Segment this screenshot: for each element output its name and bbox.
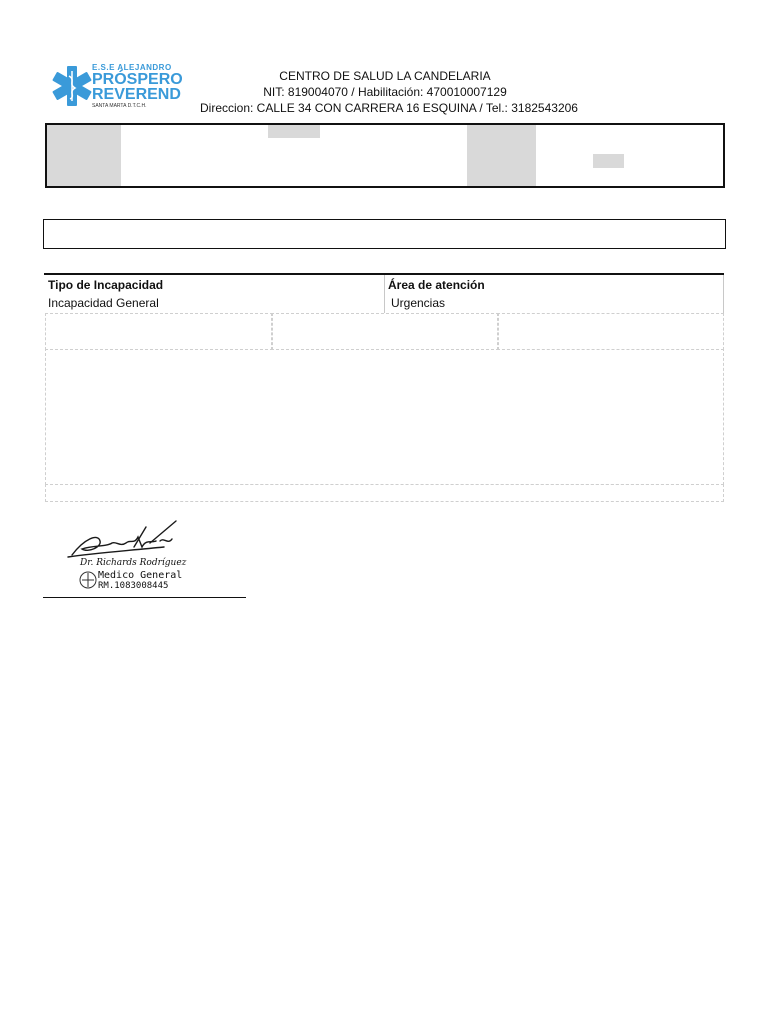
dashed-cell — [45, 313, 273, 350]
column-divider — [723, 275, 724, 313]
logo-line-3: REVEREND — [92, 86, 181, 103]
redacted-block — [593, 154, 624, 168]
incapacity-header-row — [44, 273, 724, 313]
dashed-cell — [271, 313, 499, 350]
empty-field-box — [43, 219, 726, 249]
area-value: Urgencias — [391, 296, 446, 310]
redacted-block — [268, 125, 320, 138]
redacted-block — [47, 125, 121, 186]
institution-logo — [50, 60, 185, 112]
signature-rm: RM.1083008445 — [98, 581, 169, 591]
redacted-block — [467, 125, 536, 186]
institution-nit: NIT: 819004070 / Habilitación: 470010007129 — [263, 85, 507, 99]
signature-name: Dr. Richards Rodríguez — [80, 558, 187, 568]
dashed-cell — [497, 313, 724, 350]
incapacity-type-value: Incapacidad General — [48, 296, 159, 310]
institution-title: CENTRO DE SALUD LA CANDELARIA — [279, 69, 491, 83]
document-header — [200, 68, 578, 116]
logo-line-4: SANTA MARTA D.T.C.H. — [92, 103, 147, 109]
patient-info-box — [45, 123, 725, 188]
institution-address: Direccion: CALLE 34 CON CARRERA 16 ESQUINA / Tel.: 3182543206 — [200, 101, 578, 115]
incapacity-table — [44, 273, 724, 313]
area-label: Área de atención — [388, 278, 485, 292]
incapacity-type-label: Tipo de Incapacidad — [48, 278, 164, 292]
logo-line-1: E.S.E ALEJANDRO — [92, 63, 172, 72]
column-divider — [384, 275, 385, 313]
logo-line-2: PRÓSPERO — [92, 71, 183, 88]
dashed-notes-area — [45, 348, 724, 485]
signature-title: Medico General — [98, 570, 183, 581]
dashed-footer-strip — [45, 484, 724, 502]
signature-line — [43, 597, 246, 598]
doctor-signature — [64, 517, 187, 597]
